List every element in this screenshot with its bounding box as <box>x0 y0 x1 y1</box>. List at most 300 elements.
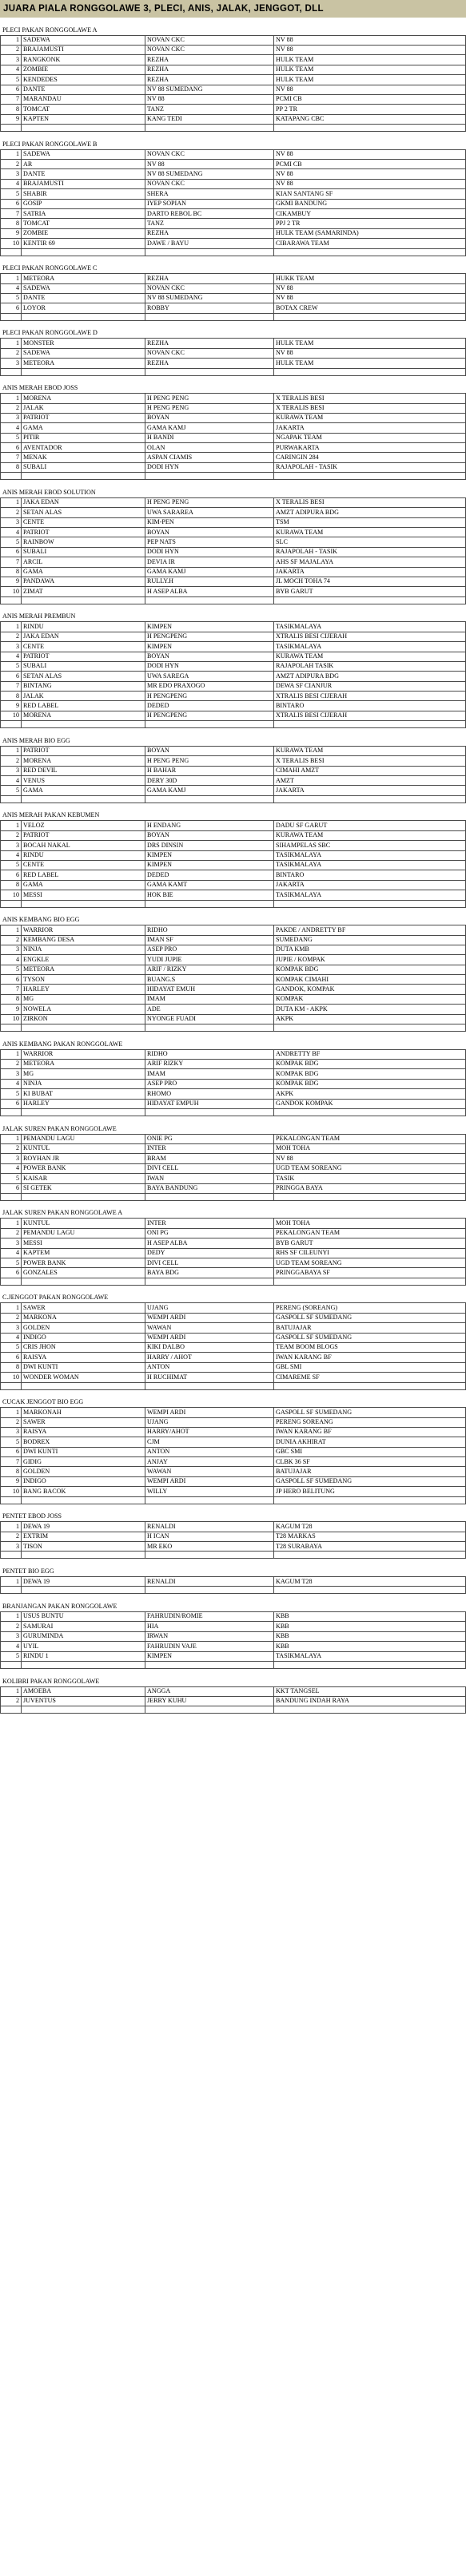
results-table <box>0 149 466 256</box>
empty-cell <box>274 473 466 480</box>
table-row <box>1 179 466 188</box>
table-row <box>1 1219 466 1228</box>
rank-cell: 10 <box>1 587 22 596</box>
rank-cell: 5 <box>1 1437 22 1447</box>
rank-cell: 5 <box>1 1342 22 1352</box>
table-row <box>1 1060 466 1069</box>
results-section <box>0 1116 466 1201</box>
table-row <box>1 890 466 900</box>
results-table <box>0 1611 466 1669</box>
owner-cell: UWA SARAREA <box>145 508 274 517</box>
owner-cell: NOVAN CKC <box>145 179 274 188</box>
owner-cell: REZHA <box>145 359 274 368</box>
rank-cell: 8 <box>1 219 22 228</box>
bird-name-cell: SATRIA <box>22 209 145 219</box>
rank-cell: 9 <box>1 1476 22 1486</box>
owner-cell: SHERA <box>145 189 274 199</box>
bird-name-cell: KAPTEN <box>22 114 145 124</box>
owner-cell: DODI HYN <box>145 661 274 671</box>
rank-cell: 9 <box>1 701 22 711</box>
table-row <box>1 1154 466 1163</box>
table-row <box>1 1089 466 1099</box>
empty-cell <box>145 473 274 480</box>
table-row-empty <box>1 1587 466 1594</box>
team-cell: BOTAX CREW <box>274 303 466 313</box>
table-row <box>1 870 466 880</box>
table-row <box>1 632 466 641</box>
bird-name-cell: KEMBANG DESA <box>22 935 145 945</box>
page-title: JUARA PIALA RONGGOLAWE 3, PLECI, ANIS, JALAK, JENGGOT, DLL <box>0 0 466 18</box>
bird-name-cell: INDIGO <box>22 1333 145 1342</box>
bird-name-cell: MORENA <box>22 394 145 403</box>
team-cell: GASPOLL SF SUMEDANG <box>274 1476 466 1486</box>
table-row <box>1 1174 466 1183</box>
team-cell: KURAWA TEAM <box>274 652 466 661</box>
table-row <box>1 860 466 870</box>
bird-name-cell: MARKONA <box>22 1313 145 1322</box>
bird-name-cell: SADEWA <box>22 35 145 45</box>
rank-cell: 1 <box>1 925 22 935</box>
table-row <box>1 1228 466 1238</box>
team-cell: HULK TEAM <box>274 65 466 74</box>
team-cell: RAJAPOLAH - TASIK <box>274 462 466 472</box>
table-row-empty <box>1 473 466 480</box>
owner-cell: DIVI CELL <box>145 1163 274 1173</box>
table-row <box>1 1069 466 1079</box>
empty-cell <box>1 1382 22 1389</box>
bird-name-cell: ROYHAN JR <box>22 1154 145 1163</box>
rank-cell: 5 <box>1 293 22 303</box>
results-table <box>0 1407 466 1504</box>
team-cell: GASPOLL SF SUMEDANG <box>274 1333 466 1342</box>
table-row <box>1 672 466 681</box>
team-cell: CARINGIN 284 <box>274 453 466 462</box>
team-cell: KOMPAK <box>274 994 466 1004</box>
table-row <box>1 935 466 945</box>
results-section <box>0 1559 466 1594</box>
table-row <box>1 1143 466 1153</box>
bird-name-cell: ZOMBIE <box>22 228 145 238</box>
table-row <box>1 994 466 1004</box>
team-cell: PEKALONGAN TEAM <box>274 1228 466 1238</box>
owner-cell: HIDAYAT EMUH <box>145 985 274 994</box>
bird-name-cell: MG <box>22 1069 145 1079</box>
table-row <box>1 413 466 422</box>
table-row <box>1 1457 466 1467</box>
empty-cell <box>145 1382 274 1389</box>
table-row-empty <box>1 596 466 604</box>
results-sections <box>0 18 466 1714</box>
owner-cell: HARRY/AHOT <box>145 1427 274 1437</box>
empty-cell <box>22 1496 145 1504</box>
owner-cell: H PENG PENG <box>145 403 274 413</box>
empty-cell <box>22 368 145 375</box>
results-table <box>0 1302 466 1389</box>
bird-name-cell: RED LABEL <box>22 701 145 711</box>
bird-name-cell: RED DEVIL <box>22 766 145 775</box>
bird-name-cell: AR <box>22 160 145 169</box>
bird-name-cell: BRAJAMUSTI <box>22 179 145 188</box>
team-cell: JP HERO BELITUNG <box>274 1487 466 1496</box>
table-row <box>1 1427 466 1437</box>
rank-cell: 5 <box>1 433 22 442</box>
owner-cell: BUANG.S <box>145 975 274 985</box>
section-title: PLECI PAKAN RONGGOLAWE C <box>2 264 98 272</box>
rank-cell: 6 <box>1 1268 22 1278</box>
table-row <box>1 443 466 453</box>
bird-name-cell: TYSON <box>22 975 145 985</box>
section-title: ANIS MERAH PAKAN KEBUMEN <box>2 811 100 819</box>
empty-cell <box>274 1108 466 1116</box>
table-row <box>1 776 466 786</box>
owner-cell: ANGGA <box>145 1686 274 1696</box>
rank-cell: 3 <box>1 1542 22 1552</box>
owner-cell: ANJAY <box>145 1457 274 1467</box>
team-cell: XTRALIS BESI CIJERAH <box>274 632 466 641</box>
team-cell: JUPIE / KOMPAK <box>274 955 466 965</box>
section-gap <box>0 908 466 916</box>
table-row <box>1 394 466 403</box>
table-row <box>1 462 466 472</box>
section-gap <box>0 256 466 264</box>
bird-name-cell: SAWER <box>22 1303 145 1313</box>
section-title: ANIS KEMBANG PAKAN RONGGOLAWE <box>2 1040 123 1048</box>
section-title: ANIS MERAH BIO EGG <box>2 736 70 744</box>
table-row <box>1 75 466 85</box>
bird-name-cell: JALAK <box>22 403 145 413</box>
owner-cell: FAHRUDIN/ROMIE <box>145 1612 274 1622</box>
owner-cell: DIVI CELL <box>145 1258 274 1268</box>
table-row <box>1 1408 466 1417</box>
owner-cell: WEMPI ARDI <box>145 1408 274 1417</box>
rank-cell: 9 <box>1 1005 22 1014</box>
table-row <box>1 1258 466 1268</box>
empty-cell <box>274 795 466 803</box>
team-cell: NV 88 <box>274 45 466 54</box>
rank-cell: 5 <box>1 786 22 795</box>
table-row <box>1 577 466 586</box>
rank-cell: 3 <box>1 1323 22 1333</box>
rank-cell: 1 <box>1 1686 22 1696</box>
team-cell: KURAWA TEAM <box>274 830 466 840</box>
owner-cell: REZHA <box>145 65 274 74</box>
bird-name-cell: AMOEBA <box>22 1686 145 1696</box>
owner-cell: REZHA <box>145 75 274 85</box>
owner-cell: H PENG PENG <box>145 756 274 766</box>
table-row <box>1 661 466 671</box>
bird-name-cell: HARLEY <box>22 1099 145 1108</box>
results-section <box>0 18 466 132</box>
rank-cell: 5 <box>1 75 22 85</box>
owner-cell: H ASEP ALBA <box>145 587 274 596</box>
section-title: C.JENGGOT PAKAN RONGGOLAWE <box>2 1294 109 1302</box>
team-cell: AKPK <box>274 1089 466 1099</box>
rank-cell: 5 <box>1 1089 22 1099</box>
table-row <box>1 1487 466 1496</box>
owner-cell: KANG TEDI <box>145 114 274 124</box>
empty-cell <box>145 313 274 320</box>
bird-name-cell: POWER BANK <box>22 1163 145 1173</box>
team-cell: KBB <box>274 1631 466 1641</box>
bird-name-cell: RAISYA <box>22 1427 145 1437</box>
rank-cell: 4 <box>1 776 22 786</box>
owner-cell: ROBBY <box>145 303 274 313</box>
section-title: PLECI PAKAN RONGGOLAWE A <box>2 26 98 34</box>
bird-name-cell: GIDIG <box>22 1457 145 1467</box>
table-row <box>1 1099 466 1108</box>
owner-cell: REZHA <box>145 339 274 348</box>
empty-cell <box>1 125 22 132</box>
rank-cell: 1 <box>1 1577 22 1587</box>
owner-cell: NOVAN CKC <box>145 348 274 358</box>
bird-name-cell: CRIS JHON <box>22 1342 145 1352</box>
table-row <box>1 169 466 179</box>
team-cell: JAKARTA <box>274 880 466 890</box>
empty-cell <box>274 596 466 604</box>
bird-name-cell: DANTE <box>22 85 145 94</box>
empty-cell <box>145 1552 274 1559</box>
bird-name-cell: GAMA <box>22 423 145 433</box>
bird-name-cell: MONSTER <box>22 339 145 348</box>
rank-cell: 4 <box>1 1163 22 1173</box>
table-row <box>1 105 466 114</box>
rank-cell: 4 <box>1 652 22 661</box>
team-cell: JAKARTA <box>274 423 466 433</box>
owner-cell: IMAM <box>145 1069 274 1079</box>
team-cell: GASPOLL SF SUMEDANG <box>274 1313 466 1322</box>
bird-name-cell: MESSI <box>22 890 145 900</box>
team-cell: DEWA SF CIANJUR <box>274 681 466 691</box>
empty-cell <box>1 1552 22 1559</box>
owner-cell: WILLY <box>145 1487 274 1496</box>
empty-cell <box>274 248 466 256</box>
bird-name-cell: KI BUBAT <box>22 1089 145 1099</box>
bird-name-cell: GAMA <box>22 786 145 795</box>
owner-cell: DEDY <box>145 1248 274 1258</box>
section-gap <box>0 1504 466 1512</box>
rank-cell: 3 <box>1 1154 22 1163</box>
table-row <box>1 756 466 766</box>
results-section <box>0 1594 466 1669</box>
team-cell: CIBARAWA TEAM <box>274 239 466 248</box>
team-cell: DADU SF GARUT <box>274 821 466 830</box>
rank-cell: 10 <box>1 239 22 248</box>
results-table <box>0 497 466 604</box>
section-title: PENTET BIO EGG <box>2 1567 54 1575</box>
owner-cell: BRAM <box>145 1154 274 1163</box>
section-title: PLECI PAKAN RONGGOLAWE B <box>2 140 98 148</box>
bird-name-cell: EXTRIM <box>22 1532 145 1541</box>
team-cell: NGAPAK TEAM <box>274 433 466 442</box>
team-cell: PRINGGA BAYA <box>274 1183 466 1193</box>
empty-cell <box>274 900 466 907</box>
bird-name-cell: TOMCAT <box>22 219 145 228</box>
team-cell: DUTA KMB <box>274 945 466 954</box>
table-row <box>1 1447 466 1456</box>
rank-cell: 2 <box>1 1313 22 1322</box>
rank-cell: 6 <box>1 1447 22 1456</box>
rank-cell: 2 <box>1 45 22 54</box>
table-row-empty <box>1 721 466 728</box>
owner-cell: DAWE / BAYU <box>145 239 274 248</box>
empty-cell <box>22 1382 145 1389</box>
team-cell: HULK TEAM <box>274 75 466 85</box>
owner-cell: IMAN SF <box>145 935 274 945</box>
table-row <box>1 1467 466 1476</box>
rank-cell: 3 <box>1 55 22 65</box>
table-row-empty <box>1 1382 466 1389</box>
bird-name-cell: WARRIOR <box>22 1049 145 1059</box>
results-section <box>0 376 466 481</box>
team-cell: GBL SMI <box>274 1362 466 1372</box>
rank-cell: 8 <box>1 994 22 1004</box>
rank-cell: 4 <box>1 528 22 537</box>
bird-name-cell: PATRIOT <box>22 528 145 537</box>
bird-name-cell: WARRIOR <box>22 925 145 935</box>
team-cell: PRINGGABAYA SF <box>274 1268 466 1278</box>
team-cell: PCMI CB <box>274 160 466 169</box>
empty-cell <box>22 1108 145 1116</box>
table-row <box>1 1642 466 1651</box>
bird-name-cell: JALAK <box>22 692 145 701</box>
table-row <box>1 652 466 661</box>
rank-cell: 3 <box>1 642 22 652</box>
team-cell: TASIKMALAYA <box>274 1651 466 1661</box>
rank-cell: 1 <box>1 1408 22 1417</box>
owner-cell: IYEP SOPIAN <box>145 199 274 208</box>
owner-cell: REZHA <box>145 55 274 65</box>
table-row <box>1 497 466 507</box>
owner-cell: DARTO REBOL BC <box>145 209 274 219</box>
results-table <box>0 338 466 375</box>
empty-cell <box>1 1706 22 1714</box>
empty-cell <box>145 1024 274 1032</box>
table-row <box>1 642 466 652</box>
bird-name-cell: PEMANDU LAGU <box>22 1134 145 1143</box>
owner-cell: H BANDI <box>145 433 274 442</box>
owner-cell: JERRY KUHU <box>145 1696 274 1706</box>
owner-cell: TANZ <box>145 219 274 228</box>
table-row-empty <box>1 368 466 375</box>
owner-cell: ASPAN CIAMIS <box>145 453 274 462</box>
owner-cell: NV 88 <box>145 94 274 104</box>
team-cell: PCMI CB <box>274 94 466 104</box>
results-table <box>0 393 466 480</box>
team-cell: NV 88 <box>274 179 466 188</box>
team-cell: KURAWA TEAM <box>274 746 466 755</box>
empty-cell <box>1 1661 22 1668</box>
empty-cell <box>145 368 274 375</box>
bird-name-cell: MORENA <box>22 711 145 720</box>
empty-cell <box>1 1496 22 1504</box>
owner-cell: KIMPEN <box>145 642 274 652</box>
table-row-empty <box>1 900 466 907</box>
team-cell: UGD TEAM SOREANG <box>274 1163 466 1173</box>
rank-cell: 2 <box>1 403 22 413</box>
rank-cell: 10 <box>1 711 22 720</box>
team-cell: KOMPAK BDG <box>274 1079 466 1088</box>
rank-cell: 5 <box>1 1174 22 1183</box>
team-cell: AMZT <box>274 776 466 786</box>
team-cell: ANDRETTY BF <box>274 1049 466 1059</box>
rank-cell: 10 <box>1 890 22 900</box>
rank-cell: 5 <box>1 860 22 870</box>
results-section <box>0 1201 466 1286</box>
rank-cell: 8 <box>1 692 22 701</box>
table-row <box>1 283 466 293</box>
owner-cell: INTER <box>145 1219 274 1228</box>
empty-cell <box>1 1193 22 1200</box>
owner-cell: INTER <box>145 1143 274 1153</box>
team-cell: PERENG SOREANG <box>274 1417 466 1427</box>
rank-cell: 7 <box>1 209 22 219</box>
bird-name-cell: BOCAH NAKAL <box>22 841 145 850</box>
owner-cell: KIKI DALBO <box>145 1342 274 1352</box>
empty-cell <box>274 1661 466 1668</box>
empty-cell <box>1 313 22 320</box>
owner-cell: KIMPEN <box>145 622 274 632</box>
owner-cell: HIA <box>145 1622 274 1631</box>
section-gap <box>0 1390 466 1398</box>
table-row-empty <box>1 1552 466 1559</box>
empty-cell <box>145 1193 274 1200</box>
empty-cell <box>274 1024 466 1032</box>
team-cell: BATUJAJAR <box>274 1323 466 1333</box>
table-row <box>1 622 466 632</box>
table-row <box>1 547 466 557</box>
owner-cell: DEDED <box>145 870 274 880</box>
bird-name-cell: MESSI <box>22 1238 145 1248</box>
table-row <box>1 746 466 755</box>
empty-cell <box>22 1193 145 1200</box>
owner-cell: NV 88 <box>145 160 274 169</box>
bird-name-cell: GOLDEN <box>22 1467 145 1476</box>
table-row <box>1 1323 466 1333</box>
results-table <box>0 820 466 907</box>
section-title: ANIS KEMBANG BIO EGG <box>2 916 80 924</box>
team-cell: DUTA KM - AKPK <box>274 1005 466 1014</box>
empty-cell <box>145 1587 274 1594</box>
bird-name-cell: BANG BACOK <box>22 1487 145 1496</box>
bird-name-cell: PANDAWA <box>22 577 145 586</box>
rank-cell: 1 <box>1 1219 22 1228</box>
empty-cell <box>22 900 145 907</box>
team-cell: KIAN SANTANG SF <box>274 189 466 199</box>
team-cell: BINTARO <box>274 870 466 880</box>
team-cell: TASIKMALAYA <box>274 860 466 870</box>
rank-cell: 6 <box>1 443 22 453</box>
bird-name-cell: WONDER WOMAN <box>22 1373 145 1382</box>
empty-cell <box>145 125 274 132</box>
owner-cell: NV 88 SUMEDANG <box>145 293 274 303</box>
section-gap <box>0 1286 466 1294</box>
table-row <box>1 1134 466 1143</box>
owner-cell: RIDHO <box>145 925 274 935</box>
empty-cell <box>22 1278 145 1285</box>
rank-cell: 10 <box>1 1014 22 1024</box>
table-row <box>1 1049 466 1059</box>
team-cell: BYB GARUT <box>274 1238 466 1248</box>
section-gap <box>0 1594 466 1602</box>
bird-name-cell: HARLEY <box>22 985 145 994</box>
team-cell: KBB <box>274 1612 466 1622</box>
owner-cell: TANZ <box>145 105 274 114</box>
rank-cell: 5 <box>1 1651 22 1661</box>
team-cell: X TERALIS BESI <box>274 394 466 403</box>
rank-cell: 4 <box>1 955 22 965</box>
bird-name-cell: SI GETEK <box>22 1183 145 1193</box>
bird-name-cell: JUVENTUS <box>22 1696 145 1706</box>
